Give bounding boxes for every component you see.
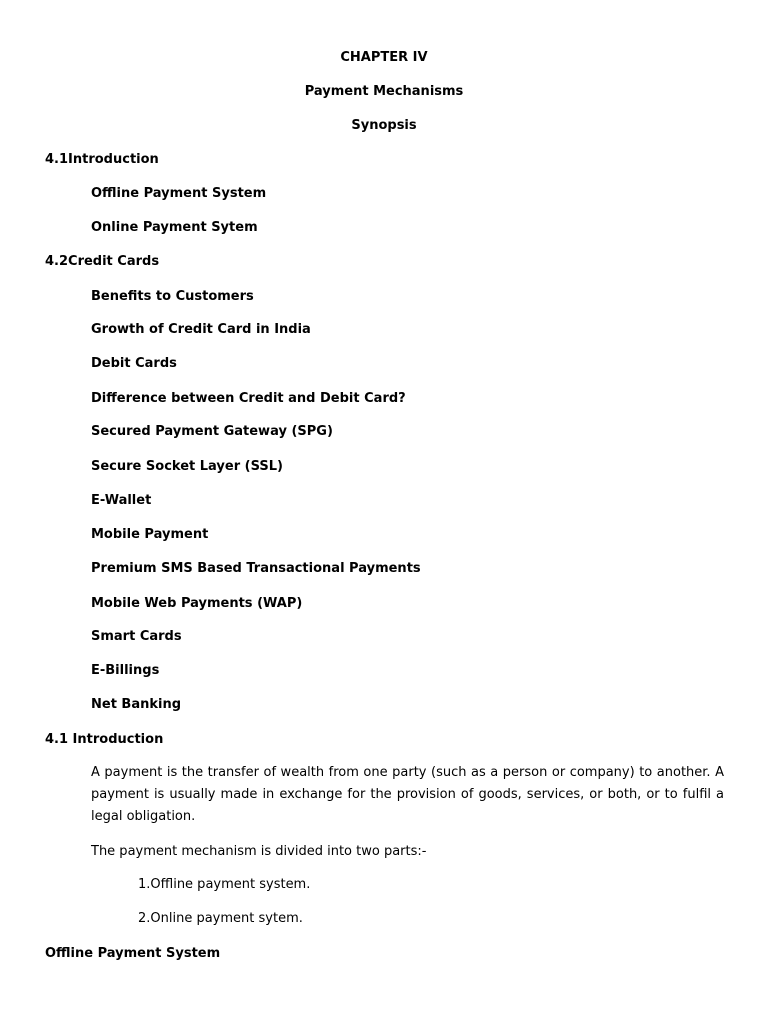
synopsis-item: E-Wallet xyxy=(91,493,152,508)
synopsis-item: Benefits to Customers xyxy=(91,289,254,304)
synopsis-item: Secure Socket Layer (SSL) xyxy=(91,459,283,474)
synopsis-item: Mobile Payment xyxy=(91,527,209,542)
synopsis-item: Secured Payment Gateway (SPG) xyxy=(91,424,333,439)
synopsis-item: Premium SMS Based Transactional Payments xyxy=(91,561,421,576)
synopsis-item: Debit Cards xyxy=(91,356,177,371)
synopsis-item: Mobile Web Payments (WAP) xyxy=(91,596,303,611)
list-item: 2.Online payment sytem. xyxy=(138,911,303,926)
list-item: 1.Offline payment system. xyxy=(138,877,311,892)
synopsis-item: Difference between Credit and Debit Card? xyxy=(91,391,406,406)
chapter-title: Payment Mechanisms xyxy=(304,84,464,99)
section-heading: 4.1 Introduction xyxy=(45,732,164,747)
intro-paragraph: A payment is the transfer of wealth from one party (such as a person or company) to another. A payment is usually made in exchange for the provision of goods, services, or both, or to fulfil a legal obligation. xyxy=(91,765,724,824)
synopsis-item: E-Billings xyxy=(91,663,160,678)
synopsis-item: Growth of Credit Card in India xyxy=(91,322,311,337)
parts-intro: The payment mechanism is divided into two parts:- xyxy=(91,844,427,859)
synopsis-item: Offline Payment System xyxy=(91,186,267,201)
synopsis-item: Net Banking xyxy=(91,697,182,712)
synopsis-section-heading: 4.1Introduction xyxy=(45,152,159,167)
synopsis-section-heading: 4.2Credit Cards xyxy=(45,254,160,269)
synopsis-item: Smart Cards xyxy=(91,629,182,644)
chapter-label: CHAPTER IV xyxy=(340,50,428,65)
section-heading: Offline Payment System xyxy=(45,946,221,961)
synopsis-heading: Synopsis xyxy=(351,118,417,133)
synopsis-item: Online Payment Sytem xyxy=(91,220,258,235)
